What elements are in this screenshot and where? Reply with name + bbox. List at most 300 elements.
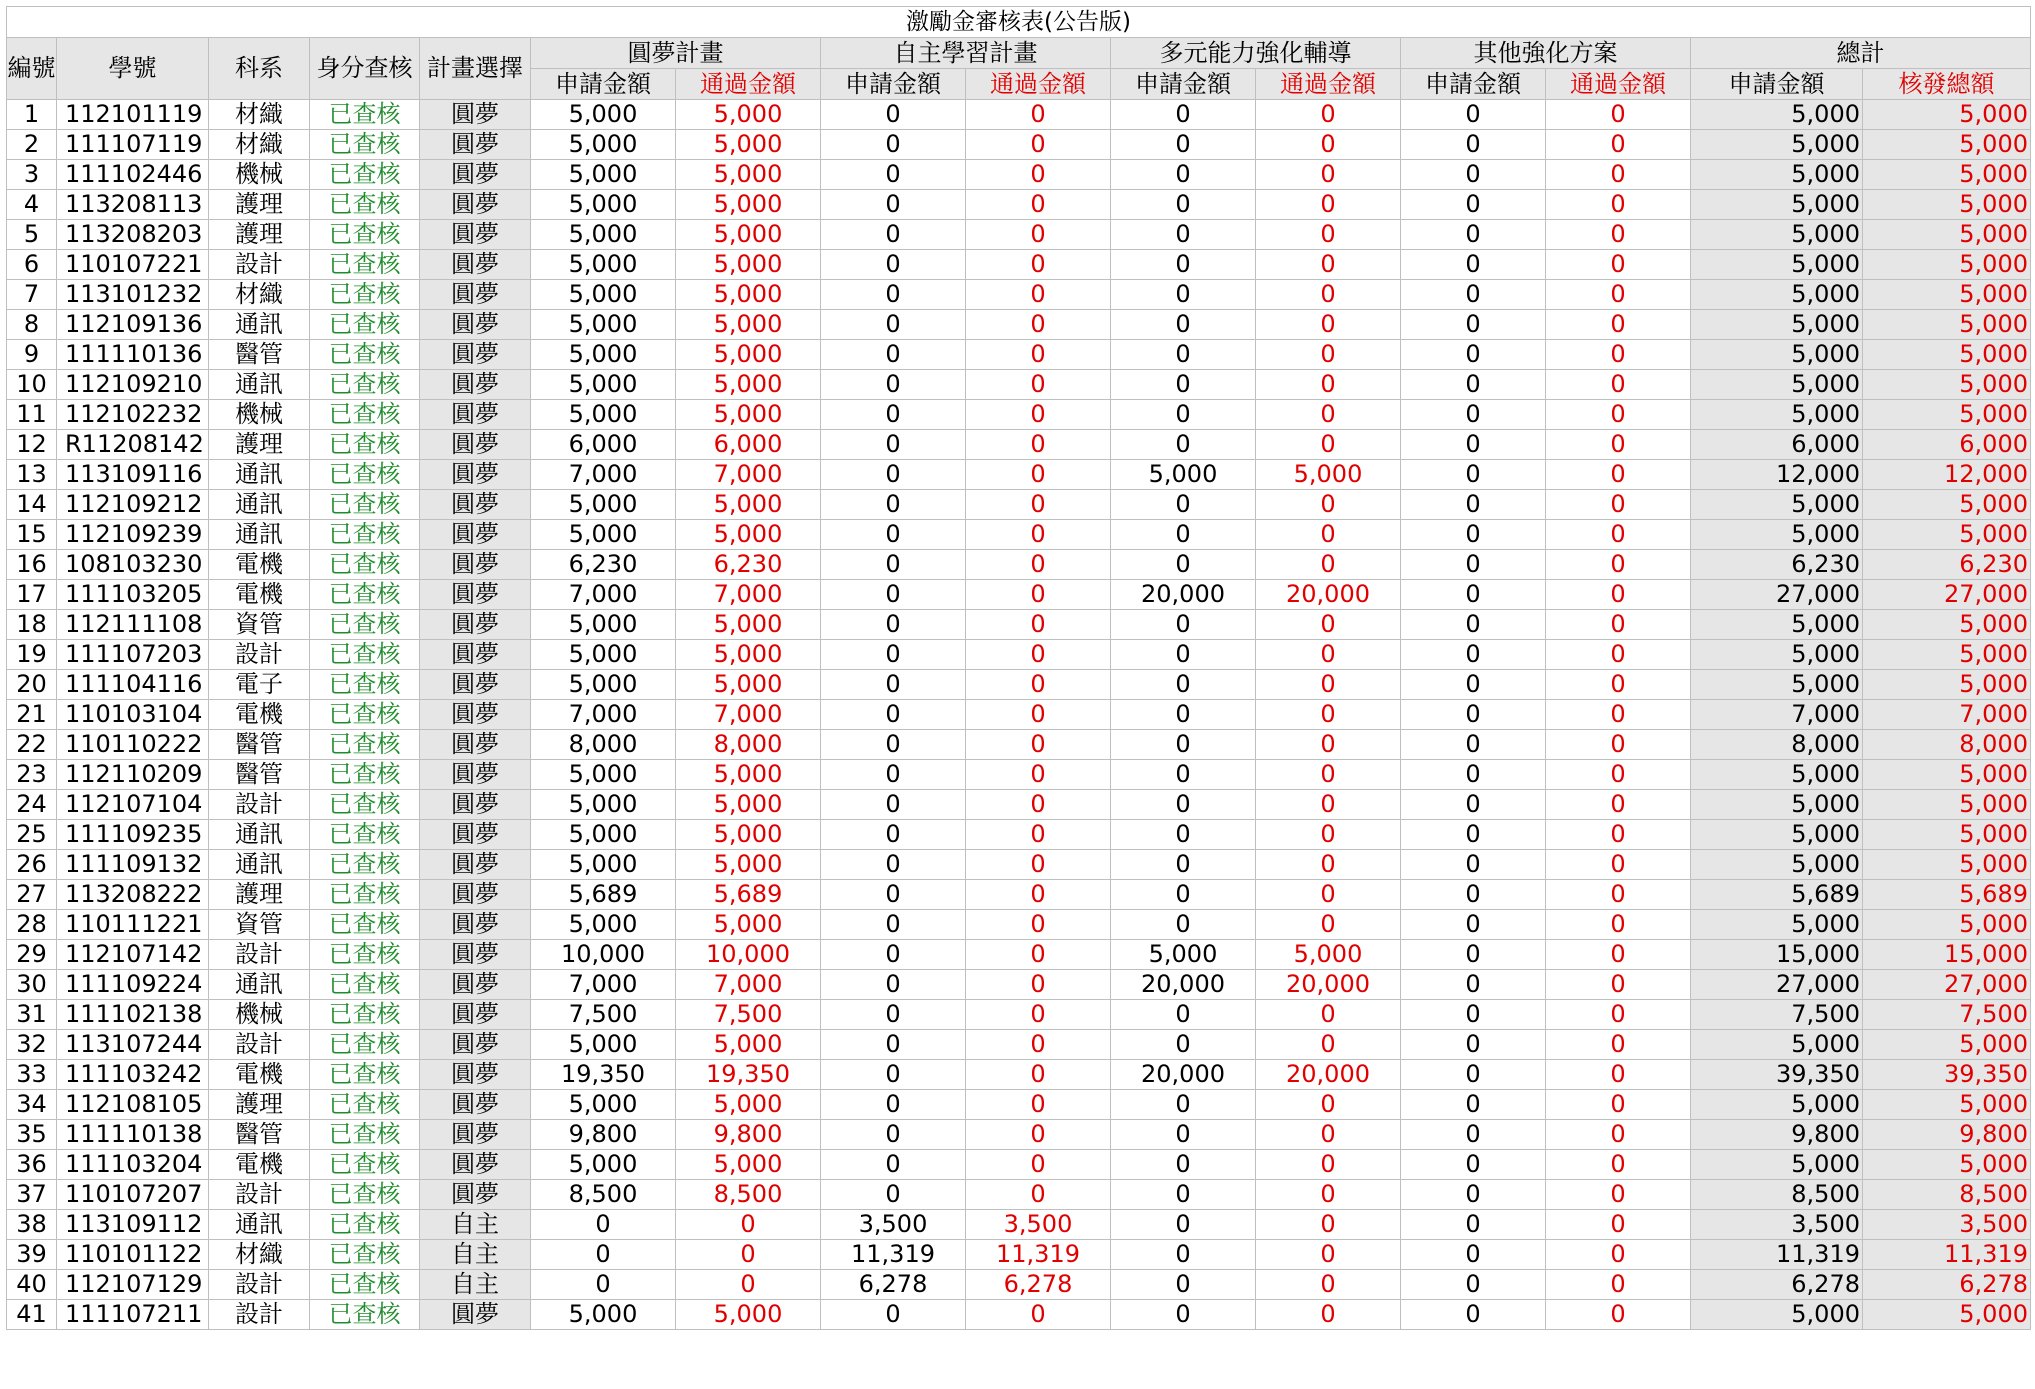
cell-student-id[interactable]: 111109132 [57, 850, 209, 880]
cell-issue-total[interactable]: 5,000 [1863, 250, 2031, 280]
table-row[interactable] [7, 1120, 2031, 1150]
cell-issue-total[interactable]: 8,000 [1863, 730, 2031, 760]
cell-other-approved[interactable]: 0 [1546, 1180, 1691, 1210]
cell-no[interactable]: 18 [7, 610, 57, 640]
cell-multi-approved[interactable]: 0 [1256, 520, 1401, 550]
cell-identity-check[interactable]: 已查核 [310, 1210, 420, 1240]
cell-multi-apply[interactable]: 0 [1111, 820, 1256, 850]
cell-no[interactable]: 19 [7, 640, 57, 670]
cell-no[interactable]: 4 [7, 190, 57, 220]
cell-self-approved[interactable]: 0 [966, 190, 1111, 220]
cell-dept[interactable]: 材織 [209, 130, 310, 160]
cell-issue-total[interactable]: 5,000 [1863, 190, 2031, 220]
cell-student-id[interactable]: 113101232 [57, 280, 209, 310]
cell-no[interactable]: 21 [7, 700, 57, 730]
cell-multi-approved[interactable]: 0 [1256, 1210, 1401, 1240]
cell-dept[interactable]: 電機 [209, 550, 310, 580]
cell-multi-approved[interactable]: 0 [1256, 880, 1401, 910]
cell-dept[interactable]: 資管 [209, 610, 310, 640]
cell-multi-apply[interactable]: 0 [1111, 1270, 1256, 1300]
cell-self-apply[interactable]: 0 [821, 790, 966, 820]
cell-multi-approved[interactable]: 0 [1256, 1120, 1401, 1150]
cell-dream-approved[interactable]: 5,000 [676, 280, 821, 310]
cell-self-apply[interactable]: 0 [821, 430, 966, 460]
cell-dream-approved[interactable]: 5,000 [676, 160, 821, 190]
table-row[interactable] [7, 610, 2031, 640]
cell-no[interactable]: 11 [7, 400, 57, 430]
cell-total-apply[interactable]: 5,000 [1691, 520, 1863, 550]
cell-dream-approved[interactable]: 8,000 [676, 730, 821, 760]
cell-identity-check[interactable]: 已查核 [310, 100, 420, 130]
cell-multi-apply[interactable]: 0 [1111, 370, 1256, 400]
cell-self-approved[interactable]: 0 [966, 940, 1111, 970]
cell-student-id[interactable]: 111103205 [57, 580, 209, 610]
cell-total-apply[interactable]: 8,000 [1691, 730, 1863, 760]
cell-student-id[interactable]: 110101122 [57, 1240, 209, 1270]
cell-multi-apply[interactable]: 0 [1111, 640, 1256, 670]
cell-total-apply[interactable]: 5,000 [1691, 790, 1863, 820]
cell-other-apply[interactable]: 0 [1401, 1270, 1546, 1300]
cell-multi-apply[interactable]: 20,000 [1111, 970, 1256, 1000]
table-row[interactable] [7, 370, 2031, 400]
table-row[interactable] [7, 850, 2031, 880]
cell-multi-apply[interactable]: 0 [1111, 700, 1256, 730]
cell-student-id[interactable]: 111107203 [57, 640, 209, 670]
cell-self-approved[interactable]: 0 [966, 340, 1111, 370]
cell-student-id[interactable]: 112109212 [57, 490, 209, 520]
cell-other-approved[interactable]: 0 [1546, 430, 1691, 460]
cell-multi-approved[interactable]: 0 [1256, 130, 1401, 160]
cell-dept[interactable]: 通訊 [209, 370, 310, 400]
cell-dream-apply[interactable]: 0 [531, 1240, 676, 1270]
cell-self-approved[interactable]: 0 [966, 220, 1111, 250]
cell-no[interactable]: 13 [7, 460, 57, 490]
cell-self-approved[interactable]: 0 [966, 490, 1111, 520]
cell-other-approved[interactable]: 0 [1546, 1090, 1691, 1120]
cell-multi-apply[interactable]: 0 [1111, 490, 1256, 520]
cell-dept[interactable]: 資管 [209, 910, 310, 940]
table-row[interactable] [7, 700, 2031, 730]
cell-dream-approved[interactable]: 6,000 [676, 430, 821, 460]
col-header-approved[interactable]: 通過金額 [1546, 69, 1691, 100]
cell-multi-approved[interactable]: 0 [1256, 850, 1401, 880]
cell-self-approved[interactable]: 0 [966, 1300, 1111, 1330]
cell-issue-total[interactable]: 5,000 [1863, 400, 2031, 430]
cell-dream-apply[interactable]: 5,000 [531, 520, 676, 550]
cell-self-approved[interactable]: 0 [966, 400, 1111, 430]
cell-plan-choice[interactable]: 圓夢 [420, 400, 531, 430]
cell-issue-total[interactable]: 5,000 [1863, 130, 2031, 160]
cell-self-apply[interactable]: 0 [821, 580, 966, 610]
cell-self-apply[interactable]: 0 [821, 970, 966, 1000]
cell-identity-check[interactable]: 已查核 [310, 190, 420, 220]
cell-multi-approved[interactable]: 0 [1256, 280, 1401, 310]
cell-multi-approved[interactable]: 0 [1256, 160, 1401, 190]
cell-issue-total[interactable]: 11,319 [1863, 1240, 2031, 1270]
cell-multi-apply[interactable]: 0 [1111, 190, 1256, 220]
cell-plan-choice[interactable]: 圓夢 [420, 460, 531, 490]
cell-total-apply[interactable]: 3,500 [1691, 1210, 1863, 1240]
cell-other-approved[interactable]: 0 [1546, 610, 1691, 640]
cell-multi-approved[interactable]: 0 [1256, 640, 1401, 670]
table-row[interactable] [7, 1300, 2031, 1330]
cell-self-apply[interactable]: 0 [821, 880, 966, 910]
cell-other-apply[interactable]: 0 [1401, 250, 1546, 280]
cell-identity-check[interactable]: 已查核 [310, 1150, 420, 1180]
cell-total-apply[interactable]: 5,000 [1691, 160, 1863, 190]
cell-student-id[interactable]: 111103204 [57, 1150, 209, 1180]
cell-identity-check[interactable]: 已查核 [310, 880, 420, 910]
cell-dept[interactable]: 護理 [209, 220, 310, 250]
cell-self-approved[interactable]: 0 [966, 160, 1111, 190]
cell-other-apply[interactable]: 0 [1401, 550, 1546, 580]
cell-self-approved[interactable]: 0 [966, 850, 1111, 880]
cell-self-approved[interactable]: 0 [966, 670, 1111, 700]
cell-other-apply[interactable]: 0 [1401, 790, 1546, 820]
cell-dream-apply[interactable]: 5,000 [531, 760, 676, 790]
cell-total-apply[interactable]: 15,000 [1691, 940, 1863, 970]
cell-multi-apply[interactable]: 0 [1111, 880, 1256, 910]
cell-no[interactable]: 3 [7, 160, 57, 190]
cell-student-id[interactable]: 113208222 [57, 880, 209, 910]
cell-self-apply[interactable]: 0 [821, 610, 966, 640]
cell-plan-choice[interactable]: 圓夢 [420, 1180, 531, 1210]
cell-other-apply[interactable]: 0 [1401, 520, 1546, 550]
cell-multi-apply[interactable]: 20,000 [1111, 1060, 1256, 1090]
cell-self-apply[interactable]: 0 [821, 550, 966, 580]
cell-other-approved[interactable]: 0 [1546, 550, 1691, 580]
cell-total-apply[interactable]: 5,000 [1691, 100, 1863, 130]
cell-self-apply[interactable]: 0 [821, 310, 966, 340]
cell-multi-apply[interactable]: 0 [1111, 760, 1256, 790]
cell-identity-check[interactable]: 已查核 [310, 400, 420, 430]
cell-dept[interactable]: 材織 [209, 280, 310, 310]
cell-self-approved[interactable]: 0 [966, 430, 1111, 460]
cell-dream-approved[interactable]: 5,000 [676, 370, 821, 400]
cell-other-apply[interactable]: 0 [1401, 1090, 1546, 1120]
cell-dream-apply[interactable]: 5,000 [531, 250, 676, 280]
cell-dream-apply[interactable]: 5,689 [531, 880, 676, 910]
table-row[interactable] [7, 790, 2031, 820]
cell-student-id[interactable]: R11208142 [57, 430, 209, 460]
cell-no[interactable]: 6 [7, 250, 57, 280]
cell-plan-choice[interactable]: 圓夢 [420, 340, 531, 370]
cell-dream-apply[interactable]: 5,000 [531, 610, 676, 640]
cell-plan-choice[interactable]: 圓夢 [420, 700, 531, 730]
cell-other-apply[interactable]: 0 [1401, 580, 1546, 610]
cell-multi-approved[interactable]: 5,000 [1256, 460, 1401, 490]
cell-total-apply[interactable]: 5,000 [1691, 490, 1863, 520]
cell-identity-check[interactable]: 已查核 [310, 430, 420, 460]
cell-no[interactable]: 41 [7, 1300, 57, 1330]
cell-other-approved[interactable]: 0 [1546, 490, 1691, 520]
cell-dream-apply[interactable]: 5,000 [531, 910, 676, 940]
cell-student-id[interactable]: 111110138 [57, 1120, 209, 1150]
cell-issue-total[interactable]: 6,000 [1863, 430, 2031, 460]
cell-multi-apply[interactable]: 0 [1111, 1090, 1256, 1120]
cell-multi-apply[interactable]: 0 [1111, 400, 1256, 430]
cell-dept[interactable]: 電機 [209, 580, 310, 610]
cell-dept[interactable]: 通訊 [209, 1210, 310, 1240]
cell-no[interactable]: 31 [7, 1000, 57, 1030]
cell-multi-approved[interactable]: 0 [1256, 490, 1401, 520]
table-row[interactable] [7, 130, 2031, 160]
col-header-approved[interactable]: 通過金額 [1256, 69, 1401, 100]
cell-dept[interactable]: 設計 [209, 1180, 310, 1210]
cell-issue-total[interactable]: 5,000 [1863, 100, 2031, 130]
cell-issue-total[interactable]: 27,000 [1863, 580, 2031, 610]
cell-other-apply[interactable]: 0 [1401, 970, 1546, 1000]
cell-self-approved[interactable]: 0 [966, 640, 1111, 670]
cell-self-approved[interactable]: 0 [966, 700, 1111, 730]
cell-plan-choice[interactable]: 圓夢 [420, 370, 531, 400]
cell-dream-apply[interactable]: 5,000 [531, 1030, 676, 1060]
cell-multi-apply[interactable]: 0 [1111, 1240, 1256, 1270]
table-row[interactable] [7, 550, 2031, 580]
cell-dept[interactable]: 醫管 [209, 730, 310, 760]
cell-self-approved[interactable]: 0 [966, 880, 1111, 910]
cell-dept[interactable]: 護理 [209, 430, 310, 460]
col-header-identity-check[interactable]: 身分查核 [310, 38, 420, 100]
cell-self-apply[interactable]: 0 [821, 730, 966, 760]
cell-plan-choice[interactable]: 圓夢 [420, 730, 531, 760]
cell-dept[interactable]: 設計 [209, 1300, 310, 1330]
cell-issue-total[interactable]: 5,000 [1863, 280, 2031, 310]
table-row[interactable] [7, 1030, 2031, 1060]
col-header-dept[interactable]: 科系 [209, 38, 310, 100]
cell-other-apply[interactable]: 0 [1401, 1030, 1546, 1060]
table-row[interactable] [7, 670, 2031, 700]
cell-self-approved[interactable]: 0 [966, 250, 1111, 280]
cell-multi-approved[interactable]: 0 [1256, 400, 1401, 430]
cell-dream-apply[interactable]: 5,000 [531, 100, 676, 130]
cell-dept[interactable]: 電機 [209, 1150, 310, 1180]
cell-student-id[interactable]: 112111108 [57, 610, 209, 640]
cell-self-apply[interactable]: 0 [821, 1060, 966, 1090]
cell-plan-choice[interactable]: 自主 [420, 1210, 531, 1240]
cell-dream-apply[interactable]: 5,000 [531, 490, 676, 520]
cell-issue-total[interactable]: 5,000 [1863, 670, 2031, 700]
cell-identity-check[interactable]: 已查核 [310, 460, 420, 490]
cell-other-apply[interactable]: 0 [1401, 310, 1546, 340]
cell-other-approved[interactable]: 0 [1546, 1000, 1691, 1030]
cell-student-id[interactable]: 113107244 [57, 1030, 209, 1060]
table-row[interactable] [7, 580, 2031, 610]
cell-issue-total[interactable]: 5,000 [1863, 520, 2031, 550]
cell-other-apply[interactable]: 0 [1401, 430, 1546, 460]
cell-multi-approved[interactable]: 0 [1256, 790, 1401, 820]
cell-dept[interactable]: 設計 [209, 1030, 310, 1060]
cell-plan-choice[interactable]: 圓夢 [420, 250, 531, 280]
cell-multi-approved[interactable]: 0 [1256, 550, 1401, 580]
cell-identity-check[interactable]: 已查核 [310, 490, 420, 520]
cell-identity-check[interactable]: 已查核 [310, 1300, 420, 1330]
cell-dept[interactable]: 通訊 [209, 820, 310, 850]
cell-student-id[interactable]: 111102446 [57, 160, 209, 190]
cell-issue-total[interactable]: 5,000 [1863, 850, 2031, 880]
cell-multi-apply[interactable]: 0 [1111, 310, 1256, 340]
cell-dream-apply[interactable]: 7,000 [531, 700, 676, 730]
cell-dream-approved[interactable]: 5,000 [676, 520, 821, 550]
cell-other-apply[interactable]: 0 [1401, 160, 1546, 190]
cell-total-apply[interactable]: 5,000 [1691, 250, 1863, 280]
cell-issue-total[interactable]: 5,000 [1863, 160, 2031, 190]
cell-multi-apply[interactable]: 0 [1111, 1210, 1256, 1240]
cell-identity-check[interactable]: 已查核 [310, 220, 420, 250]
cell-multi-approved[interactable]: 0 [1256, 220, 1401, 250]
cell-identity-check[interactable]: 已查核 [310, 340, 420, 370]
cell-identity-check[interactable]: 已查核 [310, 850, 420, 880]
cell-self-approved[interactable]: 0 [966, 1120, 1111, 1150]
cell-self-approved[interactable]: 0 [966, 1030, 1111, 1060]
cell-plan-choice[interactable]: 圓夢 [420, 880, 531, 910]
table-row[interactable] [7, 190, 2031, 220]
cell-identity-check[interactable]: 已查核 [310, 1270, 420, 1300]
cell-multi-approved[interactable]: 0 [1256, 100, 1401, 130]
cell-no[interactable]: 10 [7, 370, 57, 400]
cell-self-apply[interactable]: 0 [821, 700, 966, 730]
cell-multi-apply[interactable]: 5,000 [1111, 460, 1256, 490]
cell-total-apply[interactable]: 5,000 [1691, 370, 1863, 400]
cell-dream-approved[interactable]: 5,000 [676, 190, 821, 220]
cell-issue-total[interactable]: 5,000 [1863, 910, 2031, 940]
cell-no[interactable]: 25 [7, 820, 57, 850]
cell-total-apply[interactable]: 5,000 [1691, 1300, 1863, 1330]
cell-other-approved[interactable]: 0 [1546, 640, 1691, 670]
cell-dream-apply[interactable]: 5,000 [531, 130, 676, 160]
cell-other-approved[interactable]: 0 [1546, 130, 1691, 160]
cell-dream-approved[interactable]: 5,000 [676, 100, 821, 130]
cell-dream-apply[interactable]: 5,000 [531, 790, 676, 820]
cell-self-approved[interactable]: 0 [966, 1150, 1111, 1180]
table-row[interactable] [7, 280, 2031, 310]
cell-other-approved[interactable]: 0 [1546, 580, 1691, 610]
cell-student-id[interactable]: 111103242 [57, 1060, 209, 1090]
cell-no[interactable]: 24 [7, 790, 57, 820]
cell-plan-choice[interactable]: 圓夢 [420, 490, 531, 520]
table-row[interactable] [7, 880, 2031, 910]
cell-issue-total[interactable]: 5,689 [1863, 880, 2031, 910]
cell-other-approved[interactable]: 0 [1546, 1120, 1691, 1150]
cell-student-id[interactable]: 111102138 [57, 1000, 209, 1030]
cell-self-apply[interactable]: 0 [821, 130, 966, 160]
cell-plan-choice[interactable]: 圓夢 [420, 1090, 531, 1120]
table-row[interactable] [7, 1090, 2031, 1120]
cell-dept[interactable]: 設計 [209, 790, 310, 820]
cell-dream-apply[interactable]: 7,000 [531, 970, 676, 1000]
cell-dream-approved[interactable]: 5,000 [676, 850, 821, 880]
cell-dept[interactable]: 材織 [209, 100, 310, 130]
cell-dept[interactable]: 通訊 [209, 310, 310, 340]
cell-dream-apply[interactable]: 10,000 [531, 940, 676, 970]
cell-dept[interactable]: 醫管 [209, 760, 310, 790]
cell-multi-approved[interactable]: 0 [1256, 250, 1401, 280]
cell-issue-total[interactable]: 5,000 [1863, 1090, 2031, 1120]
col-header-apply[interactable]: 申請金額 [1401, 69, 1546, 100]
cell-total-apply[interactable]: 9,800 [1691, 1120, 1863, 1150]
cell-dream-approved[interactable]: 10,000 [676, 940, 821, 970]
cell-other-approved[interactable]: 0 [1546, 760, 1691, 790]
cell-issue-total[interactable]: 5,000 [1863, 1150, 2031, 1180]
cell-issue-total[interactable]: 27,000 [1863, 970, 2031, 1000]
cell-self-approved[interactable]: 0 [966, 550, 1111, 580]
cell-multi-approved[interactable]: 0 [1256, 730, 1401, 760]
cell-student-id[interactable]: 112107129 [57, 1270, 209, 1300]
cell-other-apply[interactable]: 0 [1401, 820, 1546, 850]
table-row[interactable] [7, 490, 2031, 520]
cell-total-apply[interactable]: 6,230 [1691, 550, 1863, 580]
cell-no[interactable]: 7 [7, 280, 57, 310]
table-row[interactable] [7, 1150, 2031, 1180]
cell-dream-approved[interactable]: 5,000 [676, 130, 821, 160]
cell-identity-check[interactable]: 已查核 [310, 730, 420, 760]
cell-issue-total[interactable]: 7,500 [1863, 1000, 2031, 1030]
cell-plan-choice[interactable]: 圓夢 [420, 220, 531, 250]
cell-student-id[interactable]: 112109136 [57, 310, 209, 340]
cell-self-apply[interactable]: 0 [821, 220, 966, 250]
cell-identity-check[interactable]: 已查核 [310, 970, 420, 1000]
cell-plan-choice[interactable]: 圓夢 [420, 130, 531, 160]
cell-self-apply[interactable]: 0 [821, 820, 966, 850]
cell-dream-apply[interactable]: 5,000 [531, 1150, 676, 1180]
cell-multi-approved[interactable]: 0 [1256, 1240, 1401, 1270]
cell-multi-apply[interactable]: 0 [1111, 1300, 1256, 1330]
cell-plan-choice[interactable]: 圓夢 [420, 910, 531, 940]
col-header-no[interactable]: 編號 [7, 38, 57, 100]
cell-plan-choice[interactable]: 圓夢 [420, 430, 531, 460]
cell-no[interactable]: 38 [7, 1210, 57, 1240]
cell-dept[interactable]: 機械 [209, 400, 310, 430]
col-header-total-apply[interactable]: 申請金額 [1691, 69, 1863, 100]
table-row[interactable] [7, 1270, 2031, 1300]
cell-self-approved[interactable]: 0 [966, 790, 1111, 820]
cell-other-apply[interactable]: 0 [1401, 1000, 1546, 1030]
cell-issue-total[interactable]: 8,500 [1863, 1180, 2031, 1210]
cell-other-approved[interactable]: 0 [1546, 520, 1691, 550]
cell-no[interactable]: 22 [7, 730, 57, 760]
cell-dream-apply[interactable]: 6,230 [531, 550, 676, 580]
cell-dream-approved[interactable]: 7,000 [676, 580, 821, 610]
col-header-apply[interactable]: 申請金額 [821, 69, 966, 100]
cell-dream-approved[interactable]: 7,000 [676, 700, 821, 730]
cell-student-id[interactable]: 113109116 [57, 460, 209, 490]
cell-other-approved[interactable]: 0 [1546, 370, 1691, 400]
cell-no[interactable]: 35 [7, 1120, 57, 1150]
cell-student-id[interactable]: 111110136 [57, 340, 209, 370]
cell-student-id[interactable]: 112109239 [57, 520, 209, 550]
cell-issue-total[interactable]: 12,000 [1863, 460, 2031, 490]
cell-no[interactable]: 30 [7, 970, 57, 1000]
cell-dream-approved[interactable]: 6,230 [676, 550, 821, 580]
col-header-approved[interactable]: 通過金額 [676, 69, 821, 100]
cell-no[interactable]: 16 [7, 550, 57, 580]
cell-identity-check[interactable]: 已查核 [310, 670, 420, 700]
cell-multi-apply[interactable]: 0 [1111, 520, 1256, 550]
cell-plan-choice[interactable]: 圓夢 [420, 610, 531, 640]
cell-no[interactable]: 37 [7, 1180, 57, 1210]
cell-other-approved[interactable]: 0 [1546, 1150, 1691, 1180]
cell-other-apply[interactable]: 0 [1401, 220, 1546, 250]
cell-other-approved[interactable]: 0 [1546, 1030, 1691, 1060]
cell-plan-choice[interactable]: 自主 [420, 1240, 531, 1270]
cell-identity-check[interactable]: 已查核 [310, 760, 420, 790]
cell-multi-approved[interactable]: 20,000 [1256, 1060, 1401, 1090]
cell-multi-apply[interactable]: 0 [1111, 1000, 1256, 1030]
cell-self-approved[interactable]: 0 [966, 520, 1111, 550]
cell-dream-apply[interactable]: 5,000 [531, 1090, 676, 1120]
cell-self-approved[interactable]: 0 [966, 910, 1111, 940]
cell-multi-approved[interactable]: 0 [1256, 370, 1401, 400]
